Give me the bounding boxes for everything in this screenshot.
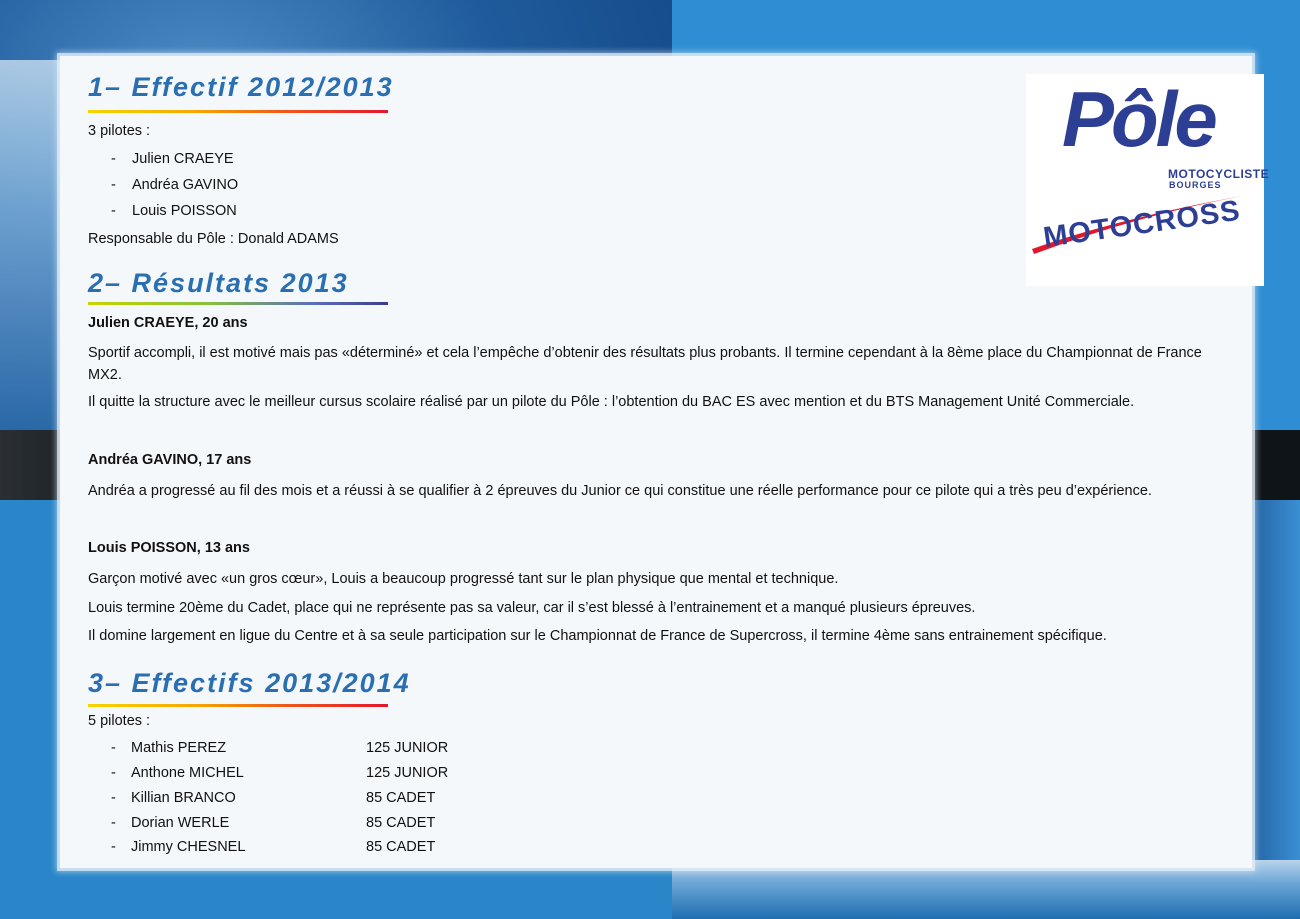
logo-motocross: MOTOCROSS bbox=[1041, 194, 1243, 255]
pilot-name: Jimmy CHESNEL bbox=[131, 839, 246, 855]
andrea-title: Andréa GAVINO, 17 ans bbox=[88, 452, 252, 468]
pole-motocross-logo bbox=[1026, 74, 1270, 286]
section-3-intro: 5 pilotes : bbox=[88, 713, 151, 729]
section-1-intro: 3 pilotes : bbox=[88, 123, 151, 139]
list-dash: - bbox=[111, 740, 116, 756]
list-dash: - bbox=[111, 839, 116, 855]
pilot-category: 85 CADET bbox=[366, 815, 436, 831]
pilot-category: 125 JUNIOR bbox=[366, 765, 449, 781]
background-edge bbox=[0, 60, 60, 430]
section-3-heading: 3– Effectifs 2013/2014 bbox=[88, 668, 411, 698]
section-3-underline bbox=[88, 704, 388, 707]
julien-paragraph-2: Il quitte la structure avec le meilleur cursus scolaire réalisé par un pilote du Pôle : l’obtention du BAC ES avec mention et du BTS Management Unité Commerciale. bbox=[88, 394, 1135, 410]
list-dash: - bbox=[111, 765, 116, 781]
responsable-line: Responsable du Pôle : Donald ADAMS bbox=[88, 231, 339, 247]
list-dash: - bbox=[111, 151, 116, 167]
louis-paragraph-1: Garçon motivé avec «un gros cœur», Louis a beaucoup progressé tant sur le plan physique que mental et technique. bbox=[88, 571, 839, 587]
section-2-heading: 2– Résultats 2013 bbox=[88, 268, 349, 298]
pilot-name: Anthone MICHEL bbox=[131, 765, 244, 781]
louis-title: Louis POISSON, 13 ans bbox=[88, 540, 250, 556]
content-panel bbox=[60, 56, 1270, 868]
pilot-name: Mathis PEREZ bbox=[131, 740, 227, 756]
list-dash: - bbox=[111, 815, 116, 831]
julien-paragraph-1: Sportif accompli, il est motivé mais pas «déterminé» et cela l’empêche d’obtenir des résultats plus probants. Il termine cependant à la 8ème place du Championnat de France MX2. bbox=[88, 345, 1202, 383]
pilot-name: Julien CRAEYE bbox=[132, 151, 234, 167]
pilot-name: Dorian WERLE bbox=[131, 815, 230, 831]
louis-paragraph-3: Il domine largement en ligue du Centre et à sa seule participation sur le Championnat de France de Supercross, il termine 4ème sans entrainement spécifique. bbox=[88, 628, 1107, 644]
section-1-underline bbox=[88, 110, 388, 113]
pilot-name: Killian BRANCO bbox=[131, 790, 236, 806]
pilot-name: Louis POISSON bbox=[132, 203, 237, 219]
pilot-name: Andréa GAVINO bbox=[132, 177, 239, 193]
julien-title: Julien CRAEYE, 20 ans bbox=[88, 315, 248, 331]
logo-motocycliste: MOTOCYCLISTE bbox=[1168, 167, 1270, 181]
logo-bourges: BOURGES bbox=[1169, 180, 1222, 190]
list-dash: - bbox=[111, 203, 116, 219]
list-dash: - bbox=[111, 790, 116, 806]
logo-swoosh-icon bbox=[1026, 74, 1264, 286]
andrea-paragraph-1: Andréa a progressé au fil des mois et a réussi à se qualifier à 2 épreuves du Junior ce qui constitue une réelle performance pour ce pilote qui a très peu d’expérience. bbox=[88, 483, 1152, 499]
logo-pole-word: Pôle bbox=[1062, 75, 1215, 163]
section-2-underline bbox=[88, 302, 388, 305]
pilot-category: 85 CADET bbox=[366, 839, 436, 855]
list-dash: - bbox=[111, 177, 116, 193]
louis-paragraph-2: Louis termine 20ème du Cadet, place qui ne représente pas sa valeur, car il s’est blessé à l’entrainement et a manqué plusieurs épreuves. bbox=[88, 600, 976, 616]
section-1-heading: 1– Effectif 2012/2013 bbox=[88, 72, 394, 102]
background-bottom-strip bbox=[672, 860, 1300, 919]
pilot-category: 125 JUNIOR bbox=[366, 740, 449, 756]
pilot-category: 85 CADET bbox=[366, 790, 436, 806]
